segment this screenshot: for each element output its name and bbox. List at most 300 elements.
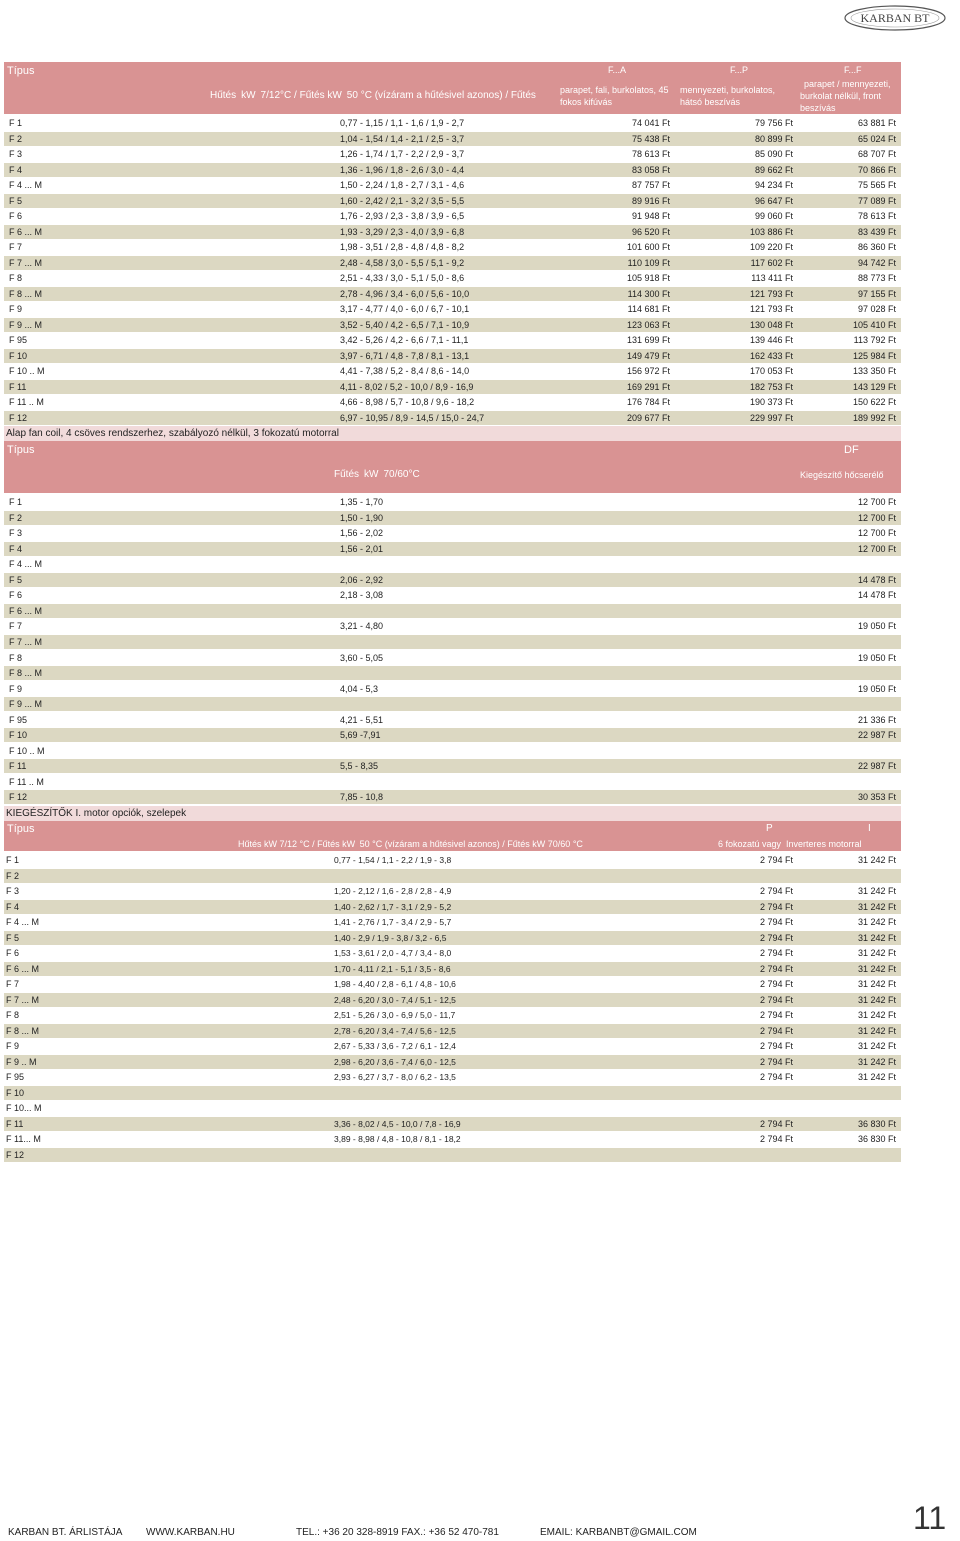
cell-price-p: 2 794 Ft <box>759 1056 793 1067</box>
cell-price-i: 31 242 Ft <box>857 1072 896 1082</box>
cell-price-p: 2 794 Ft <box>759 963 793 974</box>
cell-capacity: 2,78 - 4,96 / 3,4 - 6,0 / 5,6 - 10,0 <box>340 288 470 299</box>
t2-tipus: Típus <box>7 444 35 456</box>
cell-price-p: 162 433 Ft <box>749 350 793 361</box>
cell-type: F 4 <box>9 164 23 175</box>
cell-price-i: 31 242 Ft <box>857 855 896 865</box>
cell-capacity: 1,40 - 2,9 / 1,9 - 3,8 / 3,2 - 6,5 <box>334 932 447 943</box>
cell-type: F 10 <box>6 1087 25 1098</box>
cell-price-p: 2 794 Ft <box>759 855 793 865</box>
cell-price-a: 89 916 Ft <box>631 195 670 206</box>
cell-capacity: 6,97 - 10,95 / 8,9 - 14,5 / 15,0 - 24,7 <box>340 412 485 423</box>
cell-price-i: 31 242 Ft <box>857 1041 896 1051</box>
cell-price-a: 114 681 Ft <box>627 304 670 314</box>
cell-price-a: 74 041 Ft <box>631 118 670 128</box>
cell-price-df: 19 050 Ft <box>857 652 896 663</box>
cell-capacity: 3,17 - 4,77 / 4,0 - 6,0 / 6,7 - 10,1 <box>340 304 470 314</box>
table-row <box>4 853 901 867</box>
cell-price-p: 103 886 Ft <box>749 226 793 237</box>
cell-capacity: 4,21 - 5,51 <box>340 714 384 725</box>
cell-capacity: 1,56 - 2,01 <box>340 543 384 554</box>
t2-desc-df: Kiegészítő hőcserélő <box>800 470 884 480</box>
cell-type: F 95 <box>6 1072 25 1082</box>
cell-price-p: 99 060 Ft <box>754 211 793 221</box>
table-row <box>4 666 901 680</box>
footer-email: EMAIL: KARBANBT@GMAIL.COM <box>540 1527 697 1538</box>
t1-capacity-label: Hűtés kW 7/12°C / Fűtés kW 50 °C (vízáram a hűtésivel azonos) / Fűtés <box>210 90 536 101</box>
cell-price-f: 77 089 Ft <box>857 195 896 206</box>
t1-desc-f-3: beszívás <box>800 103 836 113</box>
cell-type: F 7 ... M <box>9 636 43 647</box>
cell-price-i: 31 242 Ft <box>857 1010 896 1020</box>
table-row <box>4 411 901 425</box>
table-row <box>4 147 901 161</box>
cell-capacity: 4,11 - 8,02 / 5,2 - 10,0 / 8,9 - 16,9 <box>340 381 474 392</box>
cell-capacity: 2,98 - 6,20 / 3,6 - 7,4 / 6,0 - 12,5 <box>334 1056 456 1067</box>
cell-price-f: 143 129 Ft <box>852 381 896 392</box>
cell-price-p: 2 794 Ft <box>759 1041 793 1051</box>
cell-capacity: 4,66 - 8,98 / 5,7 - 10,8 / 9,6 - 18,2 <box>340 397 475 407</box>
cell-price-a: 83 058 Ft <box>631 164 670 175</box>
table-row <box>4 759 901 773</box>
cell-capacity: 2,48 - 6,20 / 3,0 - 7,4 / 5,1 - 12,5 <box>334 994 456 1005</box>
table-row <box>4 900 901 914</box>
table-row <box>4 977 901 991</box>
cell-capacity: 1,98 - 4,40 / 2,8 - 6,1 / 4,8 - 10,6 <box>334 979 456 989</box>
cell-price-p: 2 794 Ft <box>759 1010 793 1020</box>
table-row <box>4 116 901 130</box>
cell-type: F 95 <box>9 714 28 725</box>
cell-type: F 10... M <box>6 1103 42 1113</box>
t3-col-i: I <box>868 823 871 834</box>
cell-price-a: 105 918 Ft <box>626 273 670 283</box>
cell-capacity: 5,5 - 8,35 <box>340 761 379 772</box>
cell-price-f: 133 350 Ft <box>852 366 896 376</box>
cell-type: F 11 <box>6 1118 24 1129</box>
cell-price-df: 19 050 Ft <box>857 621 896 632</box>
cell-type: F 5 <box>9 195 23 206</box>
cell-capacity: 1,36 - 1,96 / 1,8 - 2,6 / 3,0 - 4,4 <box>340 164 465 175</box>
cell-type: F 2 <box>9 512 23 523</box>
cell-type: F 10 <box>9 350 28 361</box>
cell-price-p: 2 794 Ft <box>759 886 793 896</box>
cell-capacity: 1,41 - 2,76 / 1,7 - 3,4 / 2,9 - 5,7 <box>334 917 452 927</box>
table-row <box>4 1132 901 1146</box>
cell-type: F 8 ... M <box>9 288 43 299</box>
cell-type: F 8 <box>9 652 23 663</box>
cell-price-a: 176 784 Ft <box>626 397 670 407</box>
cell-capacity: 0,77 - 1,54 / 1,1 - 2,2 / 1,9 - 3,8 <box>334 855 452 865</box>
cell-capacity: 3,52 - 5,40 / 4,2 - 6,5 / 7,1 - 10,9 <box>340 319 470 330</box>
cell-type: F 4 ... M <box>9 180 43 190</box>
cell-type: F 12 <box>9 412 28 423</box>
table-row <box>4 1117 901 1131</box>
cell-price-df: 30 353 Ft <box>857 792 896 803</box>
table-row <box>4 1070 901 1084</box>
cell-price-f: 65 024 Ft <box>857 133 896 144</box>
cell-price-df: 22 987 Ft <box>857 761 896 772</box>
table-row <box>4 349 901 363</box>
cell-type: F 3 <box>9 149 23 159</box>
cell-type: F 7 ... M <box>6 994 40 1005</box>
cell-price-p: 94 234 Ft <box>754 180 793 190</box>
cell-type: F 6 <box>6 948 20 958</box>
cell-price-p: 2 794 Ft <box>759 1134 793 1144</box>
table-row <box>4 287 901 301</box>
cell-type: F 1 <box>9 497 23 507</box>
cell-capacity: 3,21 - 4,80 <box>340 621 384 632</box>
table-row <box>4 1055 901 1069</box>
t1-tipus: Típus <box>7 65 35 77</box>
cell-price-a: 75 438 Ft <box>631 133 670 144</box>
cell-capacity: 1,26 - 1,74 / 1,7 - 2,2 / 2,9 - 3,7 <box>340 149 465 159</box>
table-row <box>4 1008 901 1022</box>
cell-price-a: 91 948 Ft <box>631 211 670 221</box>
cell-type: F 6 <box>9 590 23 601</box>
cell-capacity: 0,77 - 1,15 / 1,1 - 1,6 / 1,9 - 2,7 <box>340 118 465 128</box>
cell-type: F 8 ... M <box>6 1025 40 1036</box>
cell-type: F 9 <box>6 1041 20 1051</box>
table-row <box>4 380 901 394</box>
table-row <box>4 194 901 208</box>
cell-price-p: 190 373 Ft <box>749 397 793 407</box>
cell-type: F 8 ... M <box>9 668 43 679</box>
cell-price-df: 12 700 Ft <box>857 543 896 554</box>
cell-capacity: 4,04 - 5,3 <box>340 683 379 694</box>
footer-phone-fax: TEL.: +36 20 328-8919 FAX.: +36 52 470-781 <box>296 1527 499 1538</box>
cell-price-f: 88 773 Ft <box>857 273 896 283</box>
table-row <box>4 962 901 976</box>
cell-capacity: 5,69 -7,91 <box>340 730 381 741</box>
table-row <box>4 271 901 285</box>
cell-type: F 11... M <box>6 1134 41 1144</box>
table-row <box>4 619 901 633</box>
t3-capacity-label: Hűtés kW 7/12 °C / Fűtés kW 50 °C (vízáram a hűtésivel azonos) / Fűtés kW 70/60 °C <box>238 839 583 849</box>
t2-col-df: DF <box>844 444 859 456</box>
table-row <box>4 682 901 696</box>
cell-capacity: 1,50 - 2,24 / 1,8 - 2,7 / 3,1 - 4,6 <box>340 180 465 190</box>
cell-price-p: 2 794 Ft <box>759 932 793 943</box>
t1-col-p: F...P <box>730 65 749 75</box>
table2-header <box>4 441 901 493</box>
cell-price-p: 2 794 Ft <box>759 901 793 912</box>
cell-price-p: 2 794 Ft <box>759 1025 793 1036</box>
table-row <box>4 1024 901 1038</box>
cell-price-p: 121 793 Ft <box>749 304 793 314</box>
table-row <box>4 931 901 945</box>
cell-type: F 10 .. M <box>9 366 45 376</box>
table-row <box>4 302 901 316</box>
cell-type: F 10 <box>9 730 28 741</box>
cell-price-p: 85 090 Ft <box>754 149 793 159</box>
table-row <box>4 132 901 146</box>
table1-header <box>4 62 901 114</box>
cell-type: F 5 <box>9 574 23 585</box>
t1-desc-a-2: fokos kifúvás <box>560 97 613 107</box>
cell-type: F 2 <box>6 870 20 881</box>
table-row <box>4 869 901 883</box>
cell-capacity: 7,85 - 10,8 <box>340 792 384 803</box>
table-row <box>4 163 901 177</box>
cell-type: F 6 ... M <box>9 605 43 616</box>
cell-capacity: 3,89 - 8,98 / 4,8 - 10,8 / 8,1 - 18,2 <box>334 1134 461 1144</box>
t1-desc-f-1: parapet / mennyezeti, <box>804 79 891 89</box>
cell-price-i: 36 830 Ft <box>857 1134 896 1144</box>
cell-capacity: 2,48 - 4,58 / 3,0 - 5,5 / 5,1 - 9,2 <box>340 257 465 268</box>
cell-type: F 4 <box>6 901 20 912</box>
cell-price-a: 209 677 Ft <box>626 412 670 423</box>
cell-price-df: 19 050 Ft <box>857 683 896 694</box>
cell-capacity: 3,60 - 5,05 <box>340 652 384 663</box>
cell-type: F 11 <box>9 761 27 772</box>
table-row <box>4 557 901 571</box>
cell-price-a: 110 109 Ft <box>627 257 670 268</box>
cell-price-f: 105 410 Ft <box>852 319 896 330</box>
cell-capacity: 4,41 - 7,38 / 5,2 - 8,4 / 8,6 - 14,0 <box>340 366 470 376</box>
t3-col-p: P <box>766 823 773 834</box>
cell-type: F 9 .. M <box>6 1056 37 1067</box>
svg-text:KARBAN BT: KARBAN BT <box>860 11 930 25</box>
cell-price-p: 117 602 Ft <box>750 257 793 268</box>
cell-type: F 12 <box>9 792 28 803</box>
table-row <box>4 884 901 898</box>
cell-price-f: 97 028 Ft <box>857 304 896 314</box>
cell-price-p: 2 794 Ft <box>759 917 793 927</box>
footer-web: WWW.KARBAN.HU <box>146 1527 235 1538</box>
footer-company: KARBAN BT. ÁRLISTÁJA <box>8 1527 123 1538</box>
cell-price-p: 2 794 Ft <box>759 1118 793 1129</box>
cell-type: F 4 ... M <box>6 917 40 927</box>
cell-type: F 2 <box>9 133 23 144</box>
cell-price-a: 114 300 Ft <box>627 288 670 299</box>
t3-desc-p: 6 fokozatú vagy <box>718 839 782 849</box>
t1-desc-p-2: hátsó beszívás <box>680 97 741 107</box>
cell-price-a: 87 757 Ft <box>631 180 670 190</box>
cell-capacity: 2,51 - 5,26 / 3,0 - 6,9 / 5,0 - 11,7 <box>334 1010 456 1020</box>
cell-type: F 10 .. M <box>9 745 45 756</box>
cell-price-df: 14 478 Ft <box>857 574 896 585</box>
table-row <box>4 1148 901 1162</box>
cell-type: F 7 <box>9 242 23 252</box>
cell-price-p: 130 048 Ft <box>749 319 793 330</box>
cell-price-f: 125 984 Ft <box>852 350 896 361</box>
t1-desc-a-1: parapet, fali, burkolatos, 45 <box>560 85 669 95</box>
cell-price-f: 97 155 Ft <box>857 288 896 299</box>
cell-price-df: 21 336 Ft <box>857 714 896 725</box>
cell-capacity: 1,60 - 2,42 / 2,1 - 3,2 / 3,5 - 5,5 <box>340 195 465 206</box>
cell-capacity: 1,56 - 2,02 <box>340 528 384 539</box>
table-row <box>4 209 901 223</box>
cell-type: F 11 <box>9 381 27 392</box>
cell-price-f: 94 742 Ft <box>857 257 896 268</box>
t2-capacity-label: Fűtés kW 70/60°C <box>334 469 420 480</box>
cell-type: F 7 <box>9 621 23 632</box>
table-row <box>4 364 901 378</box>
cell-type: F 11 .. M <box>9 776 44 787</box>
table-row <box>4 993 901 1007</box>
cell-price-p: 2 794 Ft <box>759 1072 793 1082</box>
cell-capacity: 1,35 - 1,70 <box>340 497 384 507</box>
cell-type: F 3 <box>6 886 20 896</box>
cell-price-f: 83 439 Ft <box>857 226 896 237</box>
cell-price-a: 96 520 Ft <box>631 226 670 237</box>
t3-desc-i: Inverteres motorral <box>786 839 862 849</box>
cell-price-p: 80 899 Ft <box>754 133 793 144</box>
cell-price-p: 2 794 Ft <box>759 979 793 989</box>
cell-price-p: 139 446 Ft <box>749 335 793 345</box>
cell-price-a: 78 613 Ft <box>631 149 670 159</box>
cell-type: F 9 <box>9 683 23 694</box>
cell-price-p: 170 053 Ft <box>749 366 793 376</box>
table-row <box>4 395 901 409</box>
table-row <box>4 542 901 556</box>
t3-tipus: Típus <box>7 823 35 835</box>
cell-type: F 6 <box>9 211 23 221</box>
cell-type: F 6 ... M <box>9 226 43 237</box>
karban-logo <box>843 4 947 32</box>
cell-price-f: 68 707 Ft <box>857 149 896 159</box>
table-row <box>4 225 901 239</box>
cell-price-f: 63 881 Ft <box>857 118 896 128</box>
cell-capacity: 1,50 - 1,90 <box>340 512 384 523</box>
cell-capacity: 2,18 - 3,08 <box>340 590 384 601</box>
cell-price-f: 189 992 Ft <box>852 412 896 423</box>
cell-price-i: 31 242 Ft <box>857 963 896 974</box>
cell-price-p: 89 662 Ft <box>754 164 793 175</box>
cell-price-i: 31 242 Ft <box>857 979 896 989</box>
cell-price-a: 149 479 Ft <box>626 350 670 361</box>
table-row <box>4 744 901 758</box>
cell-type: F 6 ... M <box>6 963 40 974</box>
table-row <box>4 526 901 540</box>
cell-price-p: 2 794 Ft <box>759 994 793 1005</box>
t1-desc-f-2: burkolat nélkül, front <box>800 91 882 101</box>
cell-price-f: 78 613 Ft <box>857 211 896 221</box>
cell-price-i: 31 242 Ft <box>857 901 896 912</box>
cell-price-df: 22 987 Ft <box>857 730 896 741</box>
cell-type: F 1 <box>6 855 20 865</box>
cell-capacity: 3,97 - 6,71 / 4,8 - 7,8 / 8,1 - 13,1 <box>340 350 470 361</box>
cell-price-df: 12 700 Ft <box>857 497 896 507</box>
cell-price-p: 109 220 Ft <box>749 242 793 252</box>
cell-price-p: 229 997 Ft <box>749 412 793 423</box>
cell-capacity: 2,93 - 6,27 / 3,7 - 8,0 / 6,2 - 13,5 <box>334 1072 456 1082</box>
section-note-fancoil: Alap fan coil, 4 csöves rendszerhez, szabályozó nélkül, 3 fokozatú motorral <box>4 426 901 441</box>
cell-price-df: 14 478 Ft <box>857 590 896 601</box>
cell-price-p: 79 756 Ft <box>754 118 793 128</box>
cell-capacity: 1,98 - 3,51 / 2,8 - 4,8 / 4,8 - 8,2 <box>340 242 465 252</box>
cell-price-i: 31 242 Ft <box>857 1056 896 1067</box>
cell-capacity: 3,42 - 5,26 / 4,2 - 6,6 / 7,1 - 11,1 <box>340 335 469 345</box>
cell-type: F 12 <box>6 1149 25 1160</box>
cell-capacity: 2,51 - 4,33 / 3,0 - 5,1 / 5,0 - 8,6 <box>340 273 465 283</box>
cell-price-i: 31 242 Ft <box>857 1025 896 1036</box>
cell-price-a: 123 063 Ft <box>626 319 670 330</box>
section-note-accessories: KIEGÉSZÍTŐK I. motor opciók, szelepek <box>4 806 901 821</box>
table-row <box>4 635 901 649</box>
cell-price-p: 2 794 Ft <box>759 948 793 958</box>
table-row <box>4 256 901 270</box>
cell-price-a: 156 972 Ft <box>626 366 670 376</box>
cell-price-i: 31 242 Ft <box>857 917 896 927</box>
cell-price-i: 31 242 Ft <box>857 932 896 943</box>
cell-type: F 9 ... M <box>9 699 43 710</box>
cell-price-f: 70 866 Ft <box>857 164 896 175</box>
table-row <box>4 728 901 742</box>
cell-capacity: 1,40 - 2,62 / 1,7 - 3,1 / 2,9 - 5,2 <box>334 901 452 912</box>
table-row <box>4 697 901 711</box>
cell-type: F 9 ... M <box>9 319 43 330</box>
cell-type: F 11 .. M <box>9 397 44 407</box>
table-row <box>4 495 901 509</box>
table-row <box>4 1039 901 1053</box>
cell-type: F 8 <box>6 1010 20 1020</box>
cell-type: F 95 <box>9 335 28 345</box>
table-row <box>4 333 901 347</box>
cell-price-i: 31 242 Ft <box>857 994 896 1005</box>
cell-capacity: 1,20 - 2,12 / 1,6 - 2,8 / 2,8 - 4,9 <box>334 886 452 896</box>
table-row <box>4 713 901 727</box>
cell-price-i: 31 242 Ft <box>857 886 896 896</box>
table-row <box>4 790 901 804</box>
cell-type: F 4 <box>9 543 23 554</box>
cell-price-p: 182 753 Ft <box>749 381 793 392</box>
cell-price-f: 150 622 Ft <box>852 397 896 407</box>
table-row <box>4 946 901 960</box>
cell-type: F 9 <box>9 304 23 314</box>
page-number: 11 <box>913 1500 947 1536</box>
table-row <box>4 1101 901 1115</box>
table-row <box>4 318 901 332</box>
cell-capacity: 1,53 - 3,61 / 2,0 - 4,7 / 3,4 - 8,0 <box>334 948 452 958</box>
table-row <box>4 775 901 789</box>
cell-type: F 3 <box>9 528 23 539</box>
cell-type: F 5 <box>6 932 20 943</box>
cell-price-i: 36 830 Ft <box>857 1118 896 1129</box>
cell-price-i: 31 242 Ft <box>857 948 896 958</box>
table-row <box>4 651 901 665</box>
cell-type: F 8 <box>9 273 23 283</box>
table-row <box>4 511 901 525</box>
cell-capacity: 1,70 - 4,11 / 2,1 - 5,1 / 3,5 - 8,6 <box>334 963 451 974</box>
cell-price-f: 113 792 Ft <box>853 335 896 345</box>
cell-price-p: 96 647 Ft <box>754 195 793 206</box>
cell-price-df: 12 700 Ft <box>857 528 896 539</box>
cell-price-df: 12 700 Ft <box>857 512 896 523</box>
cell-capacity: 2,78 - 6,20 / 3,4 - 7,4 / 5,6 - 12,5 <box>334 1025 456 1036</box>
cell-capacity: 1,04 - 1,54 / 1,4 - 2,1 / 2,5 - 3,7 <box>340 133 465 144</box>
t1-col-a: F...A <box>608 65 627 75</box>
cell-capacity: 1,76 - 2,93 / 2,3 - 3,8 / 3,9 - 6,5 <box>340 211 465 221</box>
cell-capacity: 2,06 - 2,92 <box>340 574 384 585</box>
cell-price-a: 169 291 Ft <box>626 381 670 392</box>
table-row <box>4 915 901 929</box>
t1-desc-p-1: mennyezeti, burkolatos, <box>680 85 776 95</box>
cell-type: F 1 <box>9 118 23 128</box>
cell-capacity: 3,36 - 8,02 / 4,5 - 10,0 / 7,8 - 16,9 <box>334 1118 461 1129</box>
table-row <box>4 178 901 192</box>
cell-price-p: 121 793 Ft <box>749 288 793 299</box>
t1-col-f: F...F <box>844 65 862 75</box>
cell-price-a: 131 699 Ft <box>626 335 670 345</box>
cell-price-a: 101 600 Ft <box>626 242 670 252</box>
cell-capacity: 2,67 - 5,33 / 3,6 - 7,2 / 6,1 - 12,4 <box>334 1041 456 1051</box>
cell-capacity: 1,93 - 3,29 / 2,3 - 4,0 / 3,9 - 6,8 <box>340 226 465 237</box>
table3-header <box>4 821 901 851</box>
cell-type: F 7 ... M <box>9 257 43 268</box>
cell-price-f: 86 360 Ft <box>857 242 896 252</box>
table-row <box>4 240 901 254</box>
